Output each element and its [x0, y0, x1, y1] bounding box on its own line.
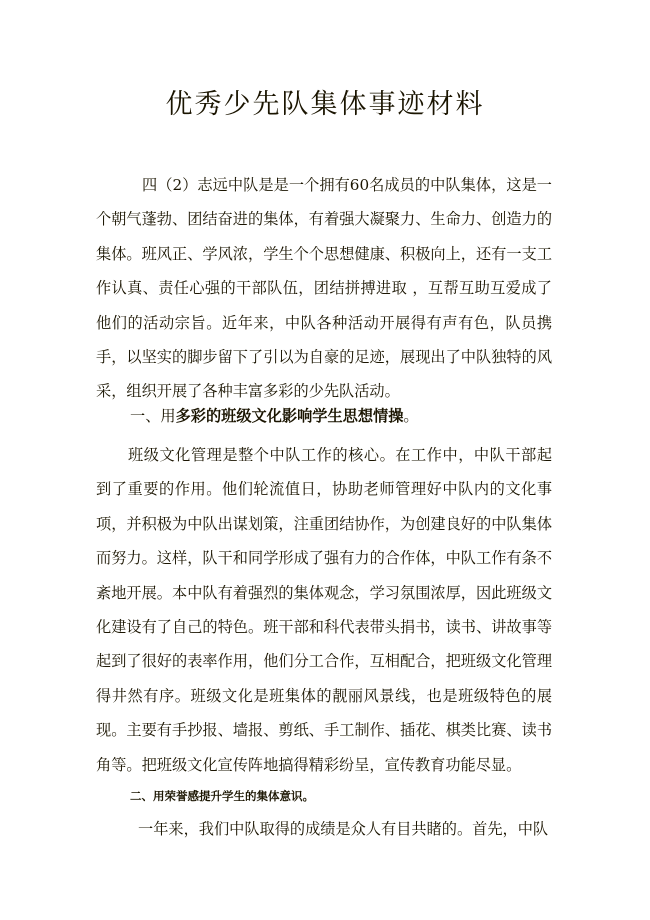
document-title: 优秀少先队集体事迹材料: [165, 89, 485, 120]
section-heading-1-prefix: 一、用: [130, 407, 176, 425]
intro-paragraph: 四（2）志远中队是是一个拥有60名成员的中队集体，这是一个朝气蓬勃、团结奋进的集体，有着强大凝聚力、生命力、创造力的集体。班风正、学风浓，学生个个思想健康、积极向上，还有一支工作认真、责任心强的干部队伍，团结拼搏进取 ，互帮互助互爱成了他们的活动宗旨。近年来，中队各种活动开展得有声有色，队员携手，以坚实的脚步留下了引以为自豪的足迹，展现出了中队独特的风采，组织开展了各种丰富多彩的少先队活动。: [96, 176, 552, 401]
section-heading-1-suffix: 。: [403, 407, 419, 425]
section-heading-1: [130, 405, 419, 426]
section-heading-1-bold: 多彩的班级文化影响学生思想情操: [175, 407, 404, 425]
section-1-paragraph: 班级文化管理是整个中队工作的核心。在工作中，中队干部起到了重要的作用。他们轮流值日，协助老师管理好中队内的文化事项，并积极为中队出谋划策，注重团结协作，为创建良好的中队集体而努力。这样，队干和同学形成了强有力的合作体，中队工作有条不紊地开展。本中队有着强烈的集体观念，学习氛围浓厚，因此班级文化建设有了自己的特色。班干部和科代表带头捐书，读书、讲故事等起到了很好的表率作用，他们分工合作，互相配合，把班级文化管理得井然有序。班级文化是班集体的靓丽风景线，也是班级特色的展现。主要有手抄报、墙报、剪纸、手工制作、插花、棋类比赛、读书角等。把班级文化宣传阵地搞得精彩纷呈，宣传教育功能尽显。: [96, 446, 552, 774]
section-heading-2: 二、用荣誉感提升学生的集体意识。: [130, 789, 314, 803]
section-2-paragraph: 一年来，我们中队取得的成绩是众人有目共睹的。首先，中队: [138, 820, 549, 838]
